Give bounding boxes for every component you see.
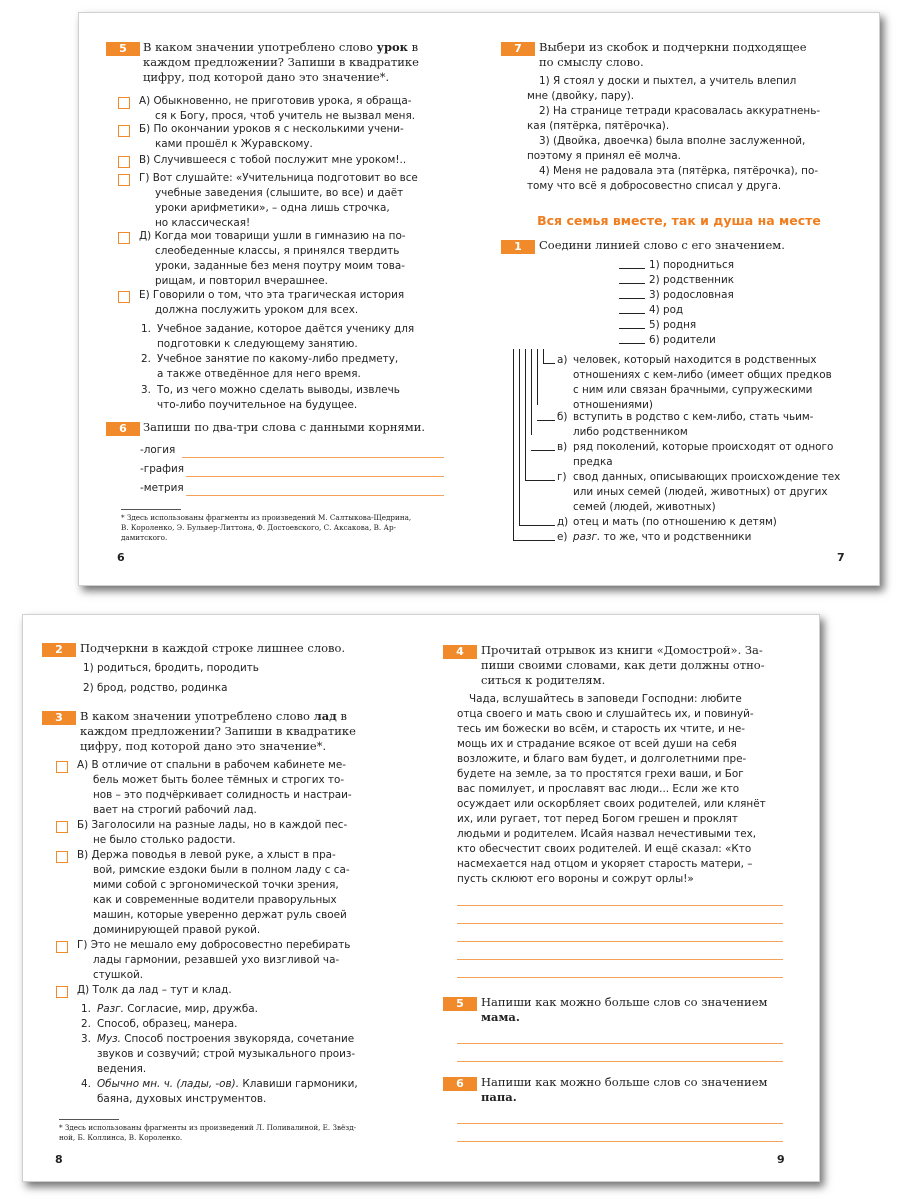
definition-line <box>573 410 863 425</box>
definition-line <box>573 485 863 500</box>
definition-line <box>573 353 863 368</box>
definition-line-text: предка <box>573 456 613 468</box>
guide-line <box>531 349 532 435</box>
answer-box[interactable] <box>118 125 130 137</box>
task-5b-number: 5 <box>443 997 477 1011</box>
footnote: * Здесь использованы фрагменты из произведений М. Салтыкова-Щедрина, В. Короленко, Э. Бульвер-Литтона, Ф. Достоевского, С. Аксакова, В. Ар- дамитского. <box>121 513 412 542</box>
connector-line[interactable] <box>619 268 645 269</box>
sentence-line: кая (пятёрка, пятёрочка). <box>527 120 670 132</box>
meaning-line <box>97 1077 397 1092</box>
page-7 <box>479 13 879 585</box>
passage-line: насмехается над отцом и укоряет старость матери, – <box>457 858 753 870</box>
connector-line[interactable] <box>619 313 645 314</box>
section-heading: Вся семья вместе, так и душа на месте <box>537 213 821 228</box>
definition-text <box>573 440 863 470</box>
meaning-number: 1. <box>81 1003 91 1015</box>
answer-line-4-5[interactable] <box>457 977 783 978</box>
page-number-8: 8 <box>55 1153 63 1166</box>
item-text-line: ся к Богу, прося, чтоб учитель не вызвал меня. <box>155 110 416 122</box>
sentence <box>527 74 847 104</box>
definition-line-text: вступить в родство с кем-либо, стать чьим- <box>573 411 814 423</box>
task-2-row-2: 2) брод, родство, родинка <box>83 682 228 694</box>
guide-line <box>519 349 520 525</box>
meaning-line: Учебное задание, которое даётся ученику для <box>157 323 415 335</box>
item-text-line: вает на строгий рабочий лад. <box>93 804 257 816</box>
sentence <box>527 104 847 134</box>
passage-line: людьми и родителем. Исайя назвал нечестивыми тех, <box>457 828 757 840</box>
item-text-line: лады гармонии, резавшей ухо визгливой ча- <box>93 954 340 966</box>
meaning-line-text: Способ построения звукоряда, сочетание <box>120 1033 355 1045</box>
meaning-line-text: звуков и созвучий; строй музыкального произ- <box>97 1048 356 1060</box>
definition-line-text: отец и мать (по отношению к детям) <box>573 516 777 528</box>
passage-line: тесь им божески во всём, и старость их чтите, и не- <box>457 723 746 735</box>
definition-line-text: семей (людей, животных) <box>573 501 716 513</box>
task-3-question: В каком значении употреблено слово лад в каждом предложении? Запиши в квадратике цифру, под которой дано это значение*. <box>80 709 356 753</box>
sentence-line: мне (двойку, пару). <box>527 90 635 102</box>
meaning-line <box>97 1002 397 1017</box>
definition-line-text: либо родственником <box>573 426 688 438</box>
meaning-line: То, из чего можно сделать выводы, извлечь <box>157 384 400 396</box>
definition-line <box>573 470 863 485</box>
meaning-line-text: Способ, образец, манера. <box>97 1018 238 1030</box>
definition-line-text: или иных семей (людей, животных) от других <box>573 486 828 498</box>
sentence-line: 1) Я стоял у доски и пыхтел, а учитель влепил <box>539 75 797 87</box>
task-1-number: 1 <box>501 240 535 254</box>
definition-connector[interactable] <box>513 540 555 541</box>
meaning-line: что-либо поучительное на будущее. <box>157 399 358 411</box>
definition-text <box>573 353 863 413</box>
passage-line: их, или ругает, тот перед Богом грешен и проклят <box>457 813 738 825</box>
definition-line-text: свод данных, описывающих происхождение тех <box>573 471 841 483</box>
meaning-line-text: Клавиши гармоники, <box>239 1078 358 1090</box>
definition-line <box>573 440 863 455</box>
item-text-line: учебные заведения (слышите, во все) и даёт <box>155 187 404 199</box>
item-text-line: вой, римские ездоки были в полном ладу с са- <box>93 864 350 876</box>
item-label: В) Случившееся с тобой послужит мне уроком!.. <box>139 154 407 166</box>
definition-line <box>573 500 863 515</box>
item-label: Д) Когда мои товарищи ушли в гимназию на по- <box>139 230 406 242</box>
task-4-question: Прочитай отрывок из книги «Домострой». За- пиши своими словами, как дети должны отно- ситься к родителям. <box>481 643 765 687</box>
answer-box[interactable] <box>118 291 130 303</box>
task-5-item <box>139 288 457 318</box>
answer-box[interactable] <box>56 851 68 863</box>
task-2-number: 2 <box>42 643 76 657</box>
definition-letter: е) <box>557 531 568 543</box>
page-number-9: 9 <box>777 1153 785 1166</box>
answer-line-grafiya[interactable] <box>186 476 444 477</box>
answer-line-5-1[interactable] <box>457 1043 783 1044</box>
passage-line: Чада, вслушайтесь в заповеди Господни: любите <box>469 693 742 705</box>
task-2-question: Подчеркни в каждой строке лишнее слово. <box>80 641 346 655</box>
answer-box[interactable] <box>118 232 130 244</box>
passage-line: кто обесчестит своих родителей. И ещё сказал: «Кто <box>457 843 752 855</box>
sentence <box>527 164 847 194</box>
definition-connector[interactable] <box>531 450 555 451</box>
passage-line: мощь их и страдание всякое от всей души на себя <box>457 738 737 750</box>
meaning-line-text: Согласие, мир, дружба. <box>123 1003 258 1015</box>
footnote-8: * Здесь использованы фрагменты из произведений Л. Поливалиной, Е. Звёзд- ной, Б. Коллинса, В. Короленко. <box>59 1123 357 1142</box>
definition-abbr: разг. <box>573 531 601 543</box>
root-logiya: -логия <box>140 444 176 456</box>
root-metriya: -метрия <box>140 482 184 494</box>
item-text-line: ками прошёл к Журавскому. <box>155 138 313 150</box>
task-5-item <box>139 153 457 168</box>
match-word: 4) род <box>649 304 684 316</box>
footnote-divider-8 <box>59 1119 119 1120</box>
definition-letter: д) <box>557 516 569 528</box>
page-6 <box>79 13 479 585</box>
sentence-line: 4) Меня не радовала эта (пятёрка, пятёрочка), по- <box>539 165 819 177</box>
task-7-question: Выбери из скобок и подчеркни подходящее по смыслу слово. <box>539 40 807 69</box>
item-text-line: не было столько радости. <box>93 834 236 846</box>
sentence-line: поэтому я принял её молча. <box>527 150 681 162</box>
domostroy-passage <box>457 692 787 887</box>
definition-line <box>573 515 863 530</box>
task-3-item <box>77 848 397 938</box>
guide-line <box>525 349 526 480</box>
match-word: 3) родословная <box>649 289 734 301</box>
meaning-number: 2. <box>141 353 151 365</box>
item-label: Б) Заголосили на разные лады, но в каждой пес- <box>77 819 348 831</box>
answer-box[interactable] <box>56 821 68 833</box>
meaning-text <box>157 383 457 413</box>
passage-line: отца своего и мать свою и слушайтесь их, и повинуй- <box>457 708 754 720</box>
definition-line <box>573 383 863 398</box>
answer-box[interactable] <box>56 761 68 773</box>
meaning-number: 1. <box>141 323 151 335</box>
item-label: Д) Толк да лад – тут и клад. <box>77 984 232 996</box>
task-5b-question: Напиши как можно больше слов со значением мама. <box>481 995 768 1024</box>
root-grafiya: -графия <box>140 463 185 475</box>
item-text-line: но классическая! <box>155 217 251 229</box>
sentence-line: 2) На странице тетради красовалась аккуратнень- <box>539 105 821 117</box>
page-number-6: 6 <box>117 551 125 564</box>
definition-connector[interactable] <box>543 363 555 364</box>
connector-line[interactable] <box>619 328 645 329</box>
task-5-number: 5 <box>106 42 140 56</box>
item-text-line: рищам, и повторил вчерашнее. <box>155 275 328 287</box>
guide-line <box>543 349 544 363</box>
item-text-line: машин, которые уверенно держат руль своей <box>93 909 347 921</box>
task-4-number: 4 <box>443 645 477 659</box>
definition-connector[interactable] <box>519 525 555 526</box>
definition-line-text: то же, что и родственники <box>600 531 752 543</box>
definition-text <box>573 515 863 530</box>
answer-box[interactable] <box>118 156 130 168</box>
meaning-number: 4. <box>81 1078 91 1090</box>
meaning-text <box>157 352 457 382</box>
task-6-number: 6 <box>106 422 140 436</box>
task-6b-question: Напиши как можно больше слов со значением папа. <box>481 1075 768 1104</box>
passage-line: вас помилует, и прославят вас люди... Если же кто <box>457 783 740 795</box>
item-text-line: уроки арифметики», – одна лишь строчка, <box>155 202 390 214</box>
meaning-line-text: баяна, духовых инструментов. <box>97 1093 267 1105</box>
answer-line-4-3[interactable] <box>457 941 783 942</box>
definition-text <box>573 470 863 515</box>
meaning-line <box>97 1062 397 1077</box>
meaning-number: 3. <box>81 1033 91 1045</box>
meaning-line: а также отведённое для него время. <box>157 368 361 380</box>
meaning-number: 3. <box>141 384 151 396</box>
meaning-text <box>97 1032 397 1077</box>
connector-line[interactable] <box>619 343 645 344</box>
match-word: 5) родня <box>649 319 697 331</box>
definition-text <box>573 410 863 440</box>
task-3-item <box>77 983 397 998</box>
task-7-sentences <box>527 74 847 194</box>
passage-line: возложите, и благо вам будет, и долголетними пре- <box>457 753 747 765</box>
match-word: 2) родственник <box>649 274 735 286</box>
workbook-spread-pages-6-7 <box>78 12 880 586</box>
task-3-number: 3 <box>42 711 76 725</box>
definition-line-text: ряд поколений, которые происходят от одного <box>573 441 834 453</box>
footnote-divider <box>121 509 181 510</box>
meaning-line-text: ведения. <box>97 1063 147 1075</box>
definition-line <box>573 425 863 440</box>
answer-line-5-2[interactable] <box>457 1061 783 1062</box>
meaning-line <box>97 1032 397 1047</box>
item-text-line: нов – это подчёркивает солидность и настраи- <box>93 789 352 801</box>
definition-letter: в) <box>557 441 568 453</box>
task-7-number: 7 <box>501 42 535 56</box>
definition-text <box>573 530 863 545</box>
definition-line <box>573 368 863 383</box>
definition-letter: б) <box>557 411 568 423</box>
task-5-item <box>139 229 457 289</box>
answer-line-metriya[interactable] <box>186 495 444 496</box>
meaning-abbr: Разг. <box>97 1003 124 1015</box>
item-text-line: должна послужить уроком для всех. <box>155 304 359 316</box>
item-label: А) В отличие от спальни в рабочем кабинете ме- <box>77 759 347 771</box>
meaning-line <box>97 1092 397 1107</box>
item-text-line: как и современные водители праворульных <box>93 894 337 906</box>
definition-line-text: с ним или связан брачными, супружескими <box>573 384 813 396</box>
answer-box[interactable] <box>56 986 68 998</box>
meaning-text <box>97 1077 397 1107</box>
item-label: А) Обыкновенно, не приготовив урока, я обраща- <box>139 95 412 107</box>
page-number-7: 7 <box>837 551 845 564</box>
meaning-text <box>97 1017 397 1032</box>
sentence <box>527 134 847 164</box>
connector-line[interactable] <box>619 298 645 299</box>
answer-box[interactable] <box>118 174 130 186</box>
task-3-item <box>77 818 397 848</box>
page-9 <box>421 615 819 1181</box>
answer-line-6-2[interactable] <box>457 1141 783 1142</box>
guide-line <box>537 349 538 405</box>
answer-line-4-1[interactable] <box>457 905 783 906</box>
meaning-line <box>97 1047 397 1062</box>
definition-connector[interactable] <box>537 420 555 421</box>
meaning-text <box>157 322 457 352</box>
item-text-line: слеобеденные классы, я принялся твердить <box>155 245 400 257</box>
task-6b-number: 6 <box>443 1077 477 1091</box>
item-label: Г) Вот слушайте: «Учительница подготовит во все <box>139 172 418 184</box>
passage-line: осуждает или оскорбляет своих родителей, или клянёт <box>457 798 766 810</box>
match-word: 6) родители <box>649 334 716 346</box>
answer-box[interactable] <box>118 97 130 109</box>
sentence-line: 3) (Двойка, двоечка) была вполне заслуженной, <box>539 135 806 147</box>
task-3-item <box>77 758 397 818</box>
page-8 <box>23 615 421 1181</box>
answer-line-logiya[interactable] <box>182 457 444 458</box>
item-text-line: уроки, заданные без меня поутру моим това- <box>155 260 406 272</box>
item-label: Б) По окончании уроков я с несколькими учени- <box>139 123 404 135</box>
item-text-line: доминирующей правой рукой. <box>93 924 261 936</box>
definition-connector[interactable] <box>525 480 555 481</box>
answer-line-6-1[interactable] <box>457 1123 783 1124</box>
task-3-item <box>77 938 397 983</box>
definition-line-text: отношениями) <box>573 399 653 411</box>
task-5-item <box>139 94 457 124</box>
item-text-line: мими собой с эргономической точки зрения, <box>93 879 339 891</box>
answer-line-4-4[interactable] <box>457 959 783 960</box>
task-5-item <box>139 171 457 231</box>
definition-letter: а) <box>557 354 568 366</box>
task-6-question: Запиши по два-три слова с данными корнями. <box>143 420 426 434</box>
passage-line: будете на земле, за то простятся грехи ваши, и Бог <box>457 768 744 780</box>
task-5-item <box>139 122 457 152</box>
meaning-number: 2. <box>81 1018 91 1030</box>
definition-line-text: отношениях с кем-либо (имеет общих предков <box>573 369 832 381</box>
connector-line[interactable] <box>619 283 645 284</box>
task-5-question: В каком значении употреблено слово урок в каждом предложении? Запиши в квадратике цифру, под которой дано это значение*. <box>143 40 419 84</box>
meaning-line: подготовки к следующему занятию. <box>157 338 358 350</box>
guide-line <box>513 349 514 540</box>
meaning-line <box>97 1017 397 1032</box>
item-label: Е) Говорили о том, что эта трагическая история <box>139 289 405 301</box>
item-text-line: бель может быть более тёмных и строгих то- <box>93 774 345 786</box>
definition-line <box>573 455 863 470</box>
definition-line-text: человек, который находится в родственных <box>573 354 817 366</box>
answer-box[interactable] <box>56 941 68 953</box>
answer-line-4-2[interactable] <box>457 923 783 924</box>
meaning-abbr: Муз. <box>97 1033 121 1045</box>
definition-letter: г) <box>557 471 567 483</box>
passage-line: пусть склюют его вороны и сожрут орлы!» <box>457 873 694 885</box>
item-label: В) Держа поводья в левой руке, а хлыст в пра- <box>77 849 336 861</box>
task-2-row-1: 1) родиться, бродить, породить <box>83 662 259 674</box>
item-label: Г) Это не мешало ему добросовестно перебирать <box>77 939 351 951</box>
match-word: 1) породниться <box>649 259 734 271</box>
item-text-line: стушкой. <box>93 969 144 981</box>
workbook-spread-pages-8-9 <box>22 614 820 1182</box>
definition-line <box>573 530 863 545</box>
task-1-question: Соедини линией слово с его значением. <box>539 238 785 252</box>
meaning-line: Учебное занятие по какому-либо предмету, <box>157 353 399 365</box>
meaning-text <box>97 1002 397 1017</box>
sentence-line: тому что всё я добросовестно списал у друга. <box>527 180 782 192</box>
meaning-abbr: Обычно мн. ч. (лады, -ов). <box>97 1078 240 1090</box>
